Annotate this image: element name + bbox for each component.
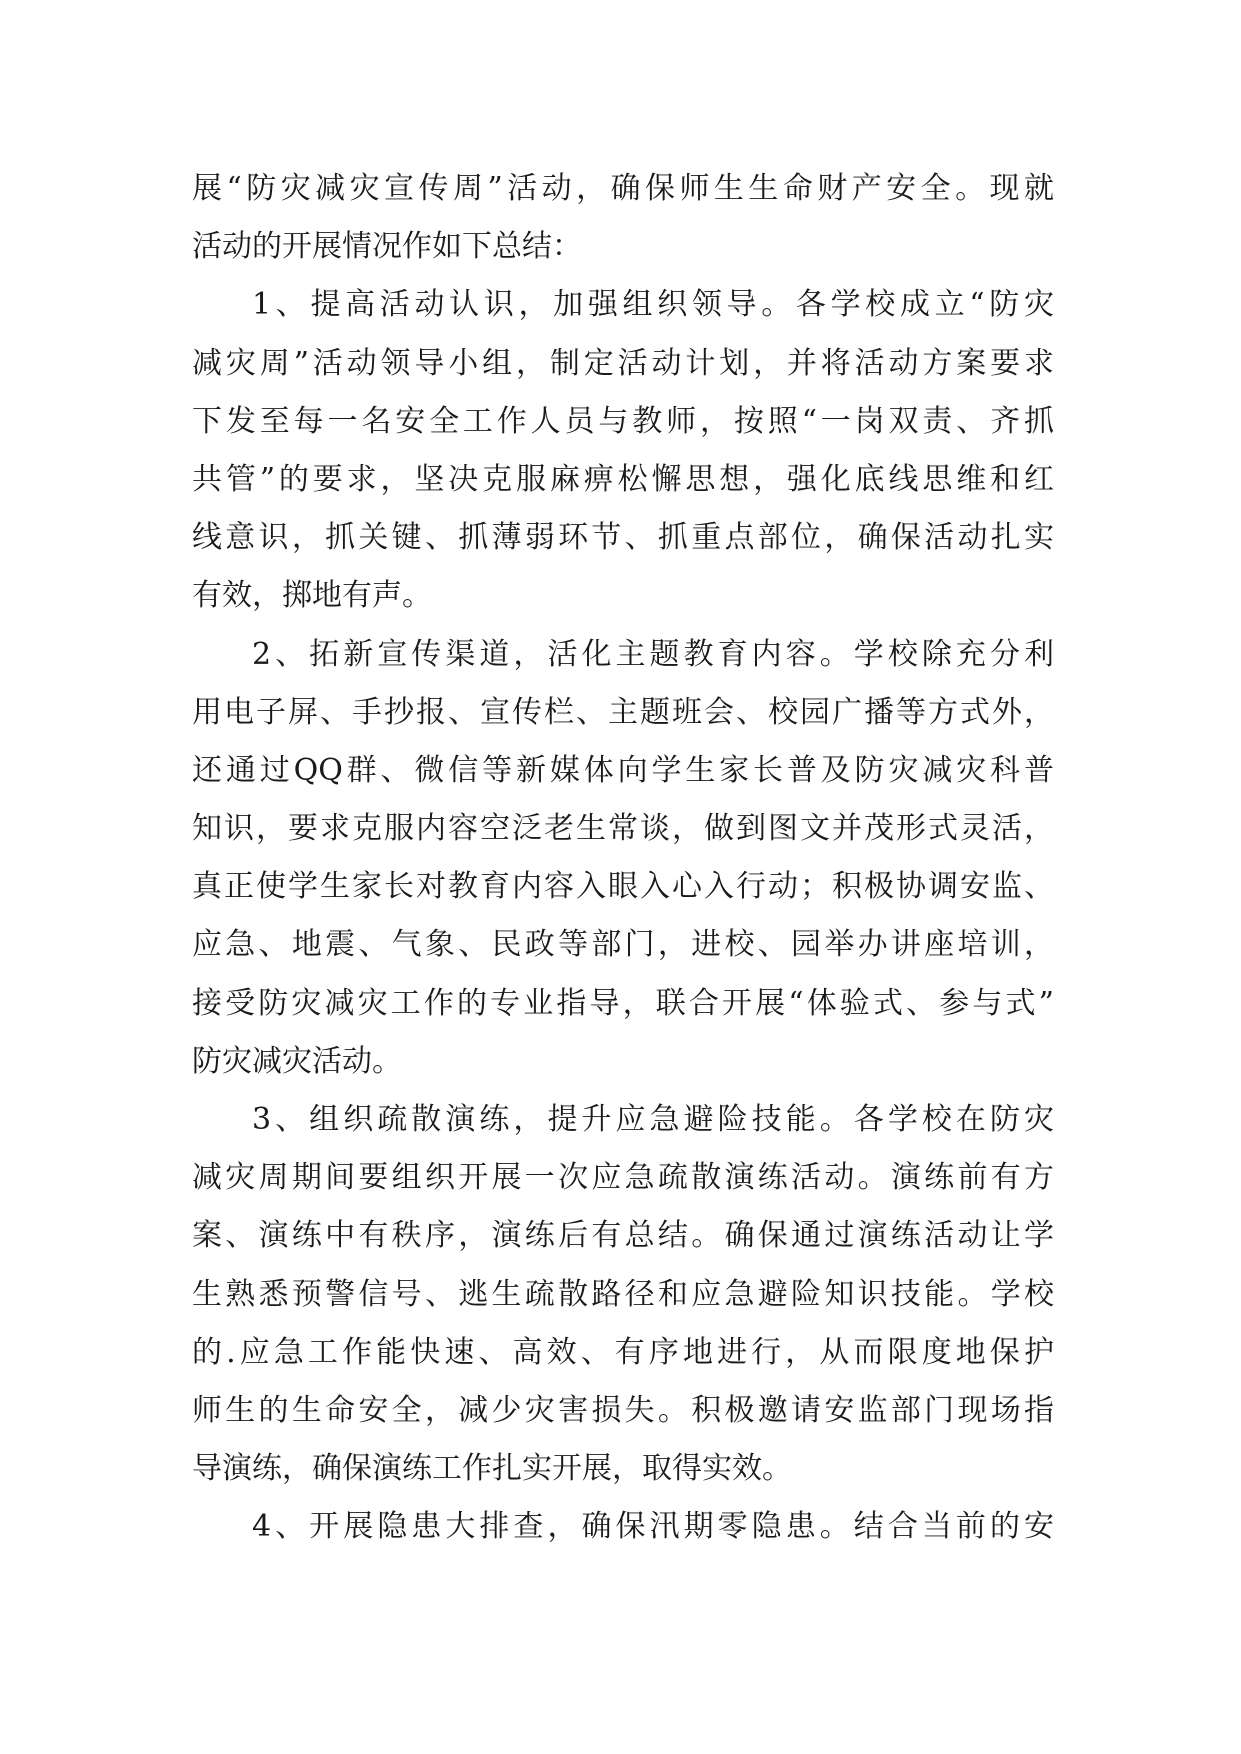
text-line: 接受防灾减灾工作的专业指导，联合开展“体验式、参与式” <box>192 985 1054 1021</box>
text-line: 3、组织疏散演练，提升应急避险技能。各学校在防灾 <box>252 1102 1054 1137</box>
text-line: 减灾周期间要组织开展一次应急疏散演练活动。演练前有方 <box>192 1160 1054 1196</box>
text-line: 有效，掷地有声。 <box>192 578 432 614</box>
text-line: 生熟悉预警信号、逃生疏散路径和应急避险知识技能。学校 <box>192 1276 1054 1312</box>
text-line: 真正使学生家长对教育内容入眼入心入行动；积极协调安监、 <box>192 869 1054 905</box>
text-line: 的.应急工作能快速、高效、有序地进行，从而限度地保护 <box>192 1334 1054 1370</box>
text-line: 2、拓新宣传渠道，活化主题教育内容。学校除充分利 <box>252 636 1054 672</box>
text-line: 还通过QQ群、微信等新媒体向学生家长普及防灾减灾科普 <box>192 752 1054 788</box>
text-line: 防灾减灾活动。 <box>192 1043 402 1079</box>
text-line: 共管”的要求，坚决克服麻痹松懈思想，强化底线思维和红 <box>192 461 1054 497</box>
text-line: 应急、地震、气象、民政等部门，进校、园举办讲座培训， <box>192 927 1054 963</box>
text-line: 案、演练中有秩序，演练后有总结。确保通过演练活动让学 <box>192 1218 1054 1254</box>
text-line: 知识，要求克服内容空泛老生常谈，做到图文并茂形式灵活， <box>192 811 1054 847</box>
text-line: 展“防灾减灾宣传周”活动，确保师生生命财产安全。现就 <box>192 171 1054 206</box>
document-body <box>192 160 1054 1557</box>
text-line: 师生的生命安全，减少灾害损失。积极邀请安监部门现场指 <box>192 1392 1054 1428</box>
text-line: 4、开展隐患大排查，确保汛期零隐患。结合当前的安 <box>252 1509 1054 1545</box>
text-line: 活动的开展情况作如下总结： <box>192 229 582 265</box>
text-line: 1、提高活动认识，加强组织领导。各学校成立“防灾 <box>252 287 1054 323</box>
text-line: 减灾周”活动领导小组，制定活动计划，并将活动方案要求 <box>192 345 1054 381</box>
text-line: 用电子屏、手抄报、宣传栏、主题班会、校园广播等方式外， <box>192 694 1054 730</box>
text-line: 导演练，确保演练工作扎实开展，取得实效。 <box>192 1451 792 1487</box>
text-line: 线意识，抓关键、抓薄弱环节、抓重点部位，确保活动扎实 <box>192 520 1054 556</box>
text-line: 下发至每一名安全工作人员与教师，按照“一岗双责、齐抓 <box>192 403 1054 439</box>
